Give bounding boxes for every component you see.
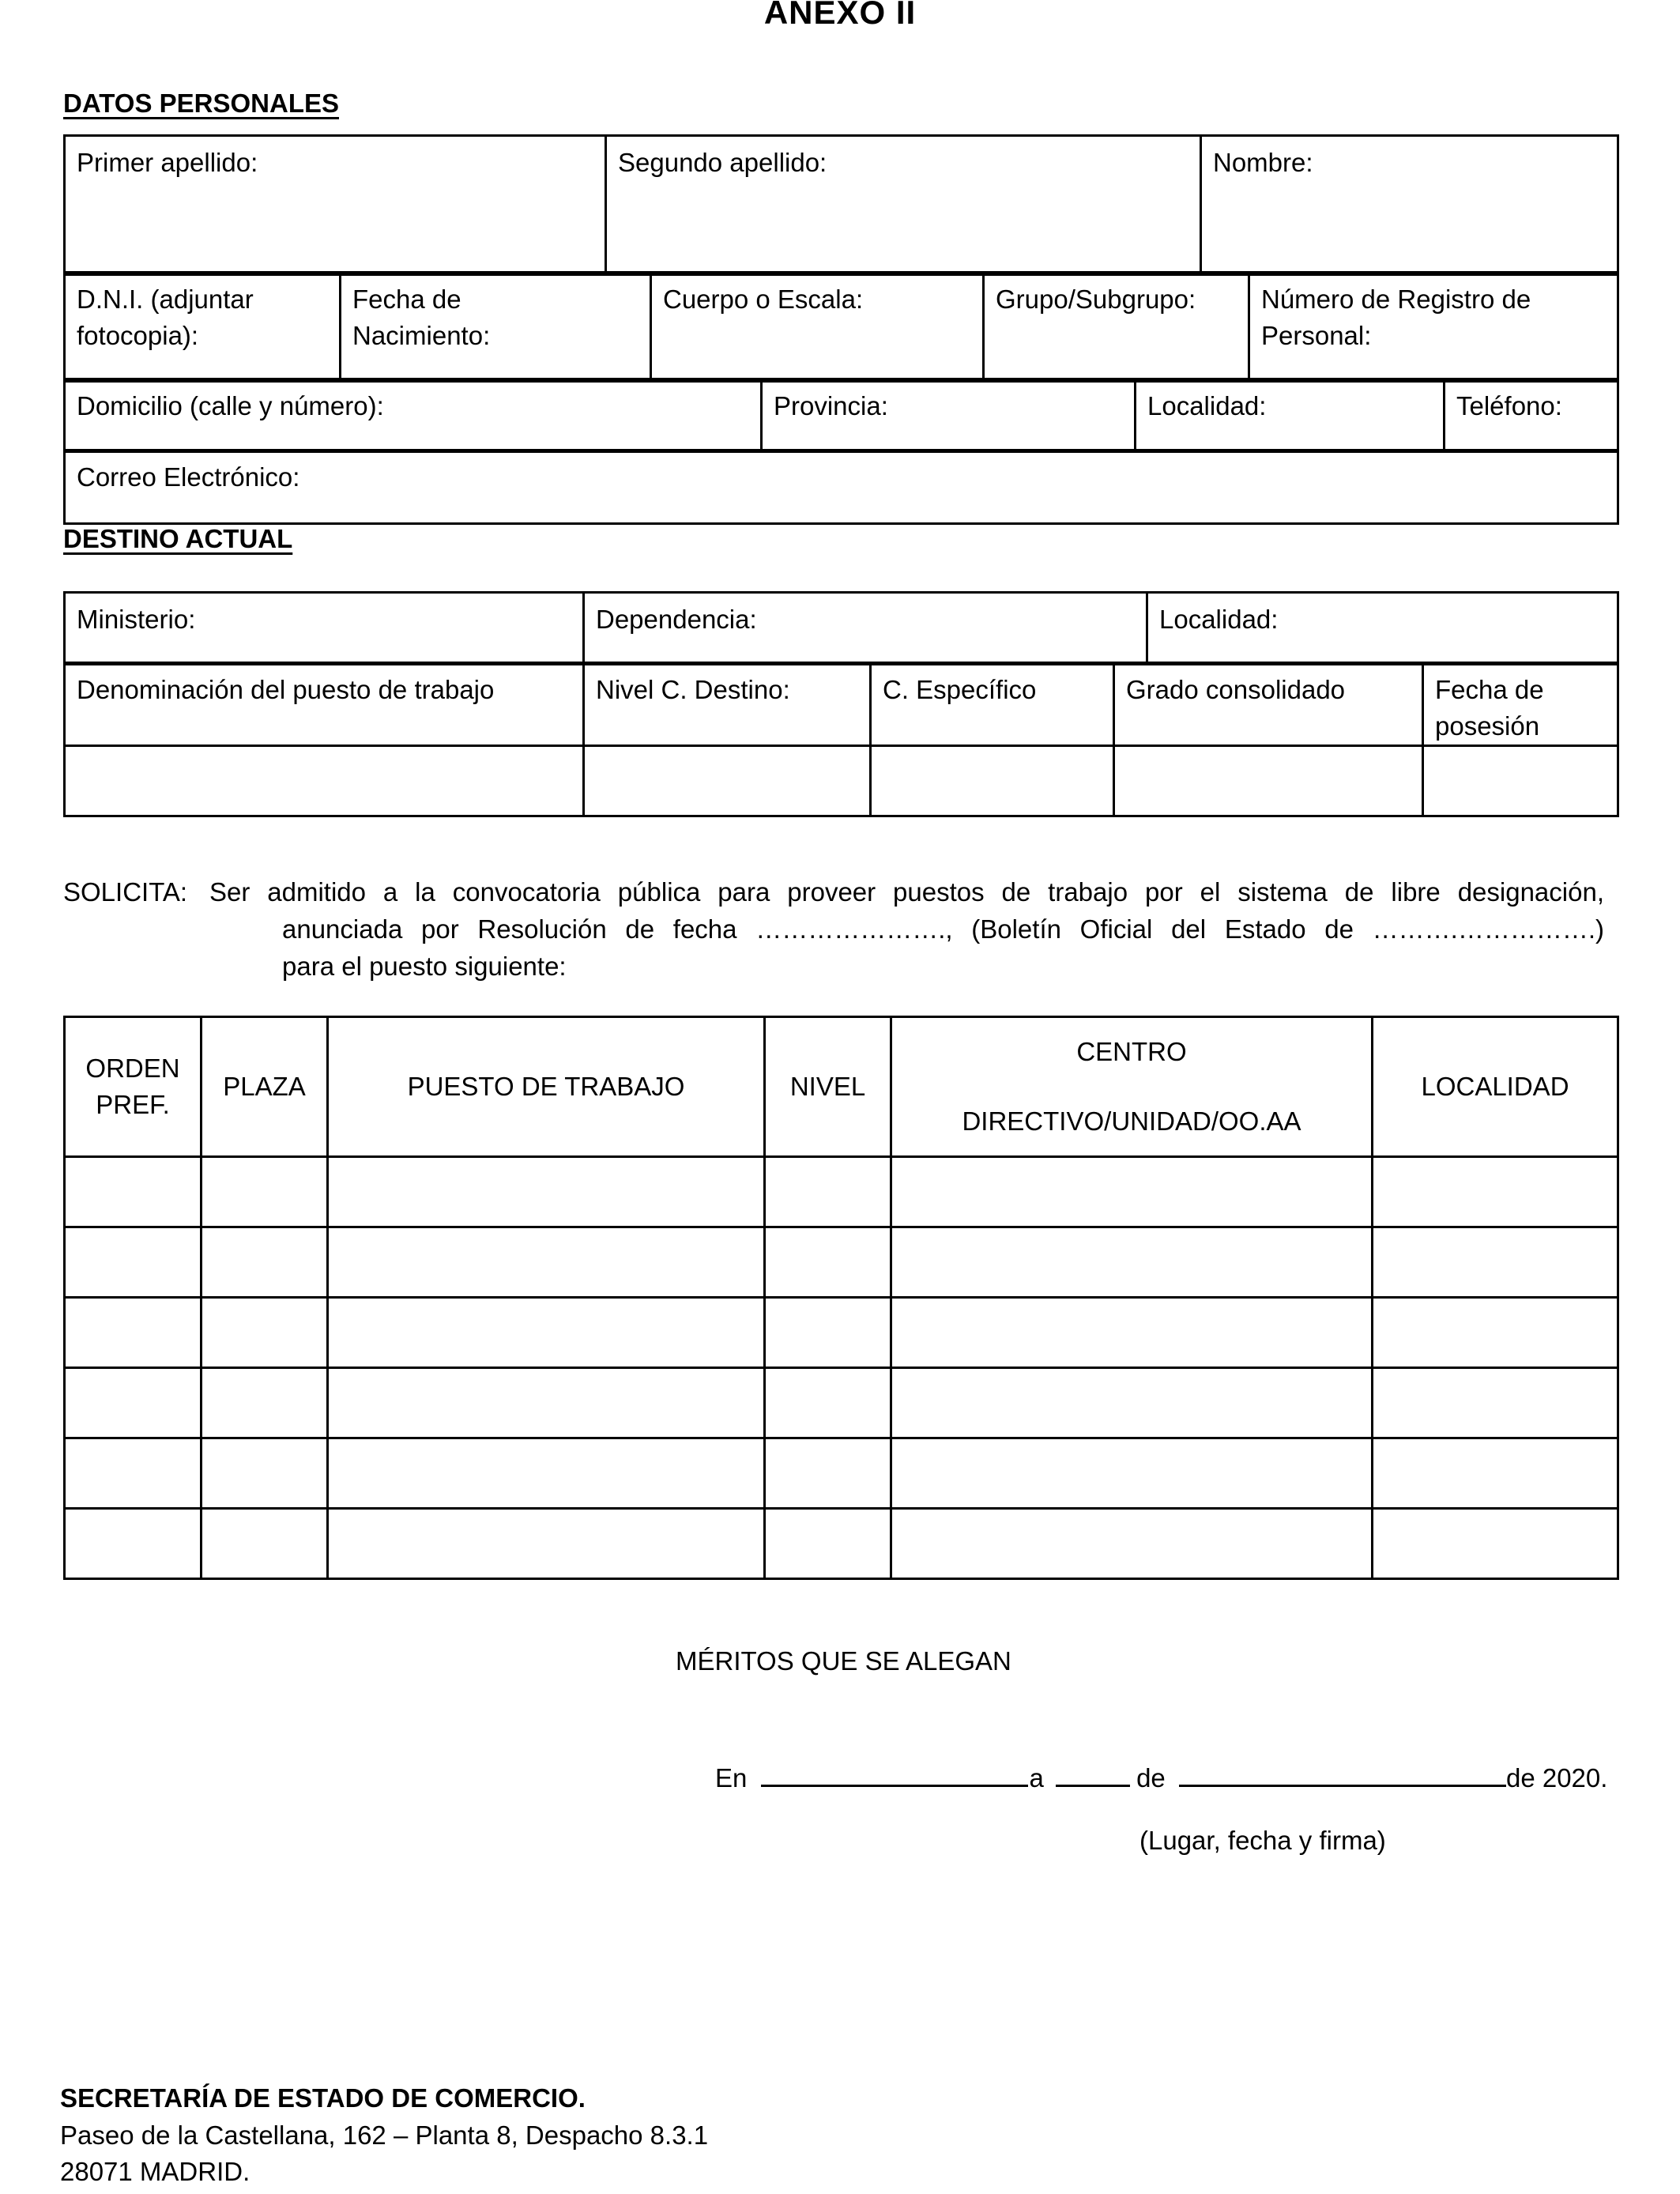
puestos-header-row — [65, 1017, 1618, 1157]
fecha-posesion-header — [1423, 663, 1618, 746]
table-cell[interactable] — [202, 1438, 328, 1509]
table-row — [65, 1368, 1618, 1438]
mes-blank[interactable] — [1179, 1756, 1506, 1787]
table-cell[interactable] — [65, 1298, 202, 1368]
table-cell[interactable] — [891, 1298, 1373, 1368]
table-cell[interactable] — [65, 1509, 202, 1579]
grupo-subgrupo-field[interactable] — [984, 273, 1249, 382]
table-cell[interactable] — [765, 1157, 891, 1227]
ministerio-field[interactable] — [65, 593, 584, 665]
domicilio-label: Domicilio (calle y número): — [77, 391, 384, 420]
dni-label-2: fotocopia): — [77, 321, 199, 350]
lugar-blank[interactable] — [761, 1756, 1028, 1787]
puesto-header: PUESTO DE TRABAJO — [328, 1017, 765, 1157]
denominacion-label: Denominación del puesto de trabajo — [77, 675, 495, 704]
footer-org: SECRETARÍA DE ESTADO DE COMERCIO. — [60, 2083, 586, 2113]
table-cell[interactable] — [328, 1298, 765, 1368]
table-cell[interactable] — [65, 1368, 202, 1438]
destino-localidad-field[interactable] — [1147, 593, 1618, 665]
table-row — [65, 1298, 1618, 1368]
signature-caption: (Lugar, fecha y firma) — [1139, 1826, 1386, 1855]
table-cell[interactable] — [328, 1509, 765, 1579]
table-cell[interactable] — [1373, 1509, 1618, 1579]
table-cell[interactable] — [1373, 1157, 1618, 1227]
solicita-text-3: para el puesto siguiente: — [282, 952, 567, 981]
orden-label-2: PREF. — [96, 1090, 170, 1119]
table-cell[interactable] — [202, 1227, 328, 1298]
nivel-header: NIVEL — [765, 1017, 891, 1157]
table-cell[interactable] — [202, 1298, 328, 1368]
grado-label: Grado consolidado — [1126, 675, 1346, 704]
centro-label-2: DIRECTIVO/UNIDAD/OO.AA — [962, 1106, 1301, 1136]
footer-city: 28071 MADRID. — [60, 2157, 250, 2186]
table-cell[interactable] — [1373, 1227, 1618, 1298]
centro-header — [891, 1017, 1373, 1157]
fecha-posesion-label: Fecha de posesión — [1435, 675, 1544, 741]
grado-input[interactable] — [1114, 746, 1423, 816]
localidad-field[interactable] — [1136, 379, 1445, 452]
destino-actual-row-2 — [63, 662, 1619, 817]
segundo-apellido-field[interactable] — [606, 136, 1201, 275]
meritos-heading: MÉRITOS QUE SE ALEGAN — [676, 1646, 1011, 1676]
page-title: ANEXO II — [763, 0, 917, 31]
centro-label-1: CENTRO — [1076, 1037, 1187, 1066]
nivel-destino-input[interactable] — [584, 746, 871, 816]
datos-personales-row-1 — [63, 134, 1619, 276]
solicita-line-1 — [63, 873, 1604, 910]
table-cell[interactable] — [202, 1368, 328, 1438]
orden-label-1: ORDEN — [85, 1054, 180, 1083]
table-row — [65, 1438, 1618, 1509]
especifico-label: C. Específico — [883, 675, 1037, 704]
table-cell[interactable] — [202, 1157, 328, 1227]
table-cell[interactable] — [891, 1438, 1373, 1509]
grado-header — [1114, 663, 1423, 746]
signature-en: En — [715, 1763, 748, 1793]
table-cell[interactable] — [328, 1227, 765, 1298]
denominacion-header — [65, 663, 584, 746]
dependencia-label: Dependencia: — [596, 605, 757, 634]
nivel-destino-label: Nivel C. Destino: — [596, 675, 790, 704]
table-cell[interactable] — [1373, 1368, 1618, 1438]
nombre-label: Nombre: — [1213, 148, 1313, 177]
table-cell[interactable] — [765, 1509, 891, 1579]
solicita-text-1: Ser admitido a la convocatoria pública para proveer puestos de trabajo por el sistema de libre designación, — [209, 877, 1604, 907]
dni-field[interactable] — [65, 273, 341, 382]
denominacion-input[interactable] — [65, 746, 584, 816]
table-cell[interactable] — [891, 1368, 1373, 1438]
dependencia-field[interactable] — [584, 593, 1147, 665]
dia-blank[interactable] — [1056, 1756, 1130, 1787]
table-cell[interactable] — [328, 1368, 765, 1438]
footer-address: Paseo de la Castellana, 162 – Planta 8, Despacho 8.3.1 — [60, 2120, 709, 2150]
grupo-subgrupo-label: Grupo/Subgrupo: — [996, 285, 1196, 314]
table-cell[interactable] — [328, 1157, 765, 1227]
signature-line — [715, 1756, 1607, 1793]
correo-label: Correo Electrónico: — [77, 462, 300, 492]
nivel-destino-header — [584, 663, 871, 746]
fecha-nacimiento-label-2: Nacimiento: — [352, 321, 491, 350]
table-cell[interactable] — [765, 1227, 891, 1298]
datos-personales-row-2 — [63, 271, 1619, 383]
puestos-table — [63, 1016, 1619, 1580]
destino-actual-row-1 — [63, 591, 1619, 665]
signature-year: de 2020. — [1505, 1763, 1608, 1793]
table-cell[interactable] — [65, 1227, 202, 1298]
primer-apellido-label: Primer apellido: — [77, 148, 258, 177]
dni-label-1: D.N.I. (adjuntar — [77, 285, 254, 314]
datos-personales-row-3 — [63, 378, 1619, 453]
table-cell[interactable] — [891, 1509, 1373, 1579]
table-cell[interactable] — [202, 1509, 328, 1579]
table-cell[interactable] — [765, 1368, 891, 1438]
especifico-header — [871, 663, 1114, 746]
cuerpo-escala-label: Cuerpo o Escala: — [663, 285, 864, 314]
telefono-label: Teléfono: — [1456, 391, 1562, 420]
section-heading-destino-actual: DESTINO ACTUAL — [63, 524, 293, 553]
table-cell[interactable] — [65, 1157, 202, 1227]
table-cell[interactable] — [765, 1298, 891, 1368]
solicita-label: SOLICITA: — [63, 877, 188, 907]
provincia-field[interactable] — [762, 379, 1136, 452]
destino-localidad-label: Localidad: — [1159, 605, 1279, 634]
fecha-posesion-input[interactable] — [1423, 746, 1618, 816]
signature-a: a — [1029, 1763, 1044, 1793]
table-cell[interactable] — [1373, 1438, 1618, 1509]
table-cell[interactable] — [328, 1438, 765, 1509]
ministerio-label: Ministerio: — [77, 605, 196, 634]
provincia-label: Provincia: — [774, 391, 888, 420]
primer-apellido-field[interactable] — [65, 136, 606, 275]
section-heading-datos-personales: DATOS PERSONALES — [63, 89, 339, 118]
solicita-text-2: anunciada por Resolución de fecha …………………., (Boletín Oficial del Estado de ……….…………….) — [282, 914, 1604, 944]
especifico-input[interactable] — [871, 746, 1114, 816]
table-cell[interactable] — [65, 1438, 202, 1509]
solicita-paragraph — [63, 873, 1604, 985]
nrp-label: Número de Registro de Personal: — [1261, 285, 1531, 350]
table-cell[interactable] — [891, 1157, 1373, 1227]
table-cell[interactable] — [1373, 1298, 1618, 1368]
cuerpo-escala-field[interactable] — [651, 273, 984, 382]
orden-header — [65, 1017, 202, 1157]
nombre-field[interactable] — [1201, 136, 1618, 275]
correo-field[interactable] — [65, 450, 1618, 524]
datos-personales-row-4 — [63, 449, 1619, 525]
fecha-nacimiento-label-1: Fecha de — [352, 285, 461, 314]
fecha-nacimiento-field[interactable] — [341, 273, 651, 382]
signature-de: de — [1136, 1763, 1166, 1793]
localidad-label: Localidad: — [1147, 391, 1267, 420]
telefono-field[interactable] — [1445, 379, 1618, 452]
table-cell[interactable] — [765, 1438, 891, 1509]
table-row — [65, 1509, 1618, 1579]
segundo-apellido-label: Segundo apellido: — [618, 148, 827, 177]
table-row — [65, 1157, 1618, 1227]
domicilio-field[interactable] — [65, 379, 762, 452]
localidad-header: LOCALIDAD — [1373, 1017, 1618, 1157]
table-cell[interactable] — [891, 1227, 1373, 1298]
nrp-field[interactable] — [1249, 273, 1618, 382]
plaza-header: PLAZA — [202, 1017, 328, 1157]
table-row — [65, 1227, 1618, 1298]
